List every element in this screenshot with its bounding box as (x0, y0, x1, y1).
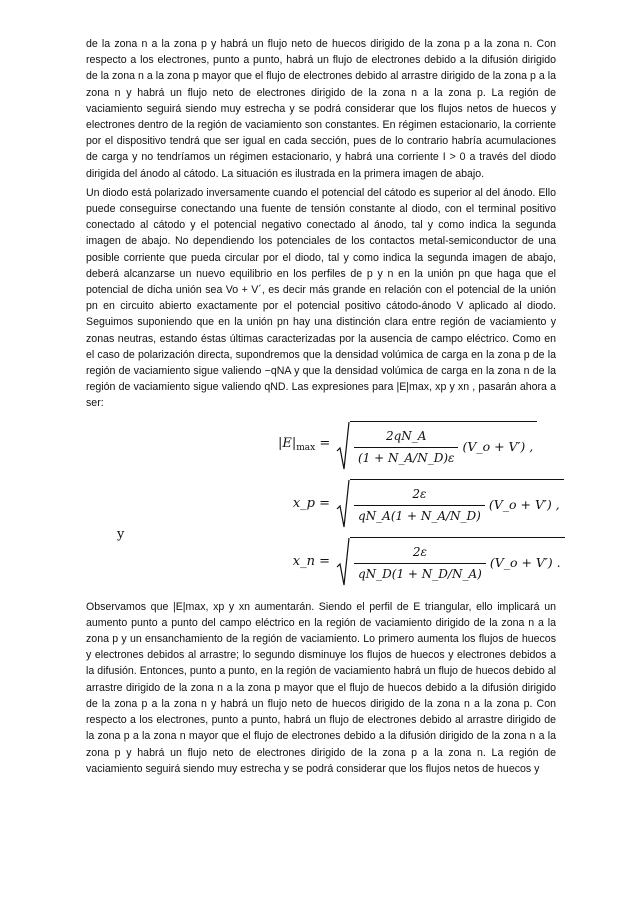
equation-emax-numerator: 2qN_A (385, 429, 427, 444)
equation-xp-lhs: x_p = (292, 495, 330, 511)
equation-xn-fraction (354, 544, 486, 581)
equation-xn-denominator: qN_D(1 + N_D/N_A) (354, 563, 486, 582)
paragraph-2-text: Un diodo está polarizado inversamente cuando el potencial del cátodo es superior al del ánodo. Ello puede conseguirse conectando una fuente de tensión constante al diodo, con el terminal positivo conectado al cátodo y el potencial negativo conectado al ánodo, tal y como indica la segunda imagen de abajo. No dependiendo los potenciales de los contactos metal-semiconductor de una posible corriente que pueda circular por el diodo, tal y como indica la segunda imagen de abajo, deberá alcanzarse un nuevo equilibrio en los perfiles de p y n en la unión pn que haga que el potencial de dicha unión sea Vo + V´, es decir más grande en relación con el potencial de la unión pn en circuito abierto exactamente por el potencial positivo cátodo-ánodo V aplicado al diodo. Seguimos suponiendo que en la unión pn hay una distinción clara entre región de vaciamiento y zonas neutras, estando éstas últimas caracterizadas por la ausencia de campo eléctrico. Como en el caso de polarización directa, supondremos que la densidad volúmica de carga en la zona p de la región de vaciamiento sigue valiendo −qNA y que la densidad volúmica de carga en la zona n de la región de vaciamiento sigue valiendo qND. Las expresiones para |E|max, xp y xn , pasarán ahora a ser: (86, 186, 556, 410)
sqrt-symbol (336, 479, 564, 529)
equation-xn (278, 537, 565, 587)
equation-xp-fraction (354, 486, 485, 523)
paragraph-1 (86, 36, 556, 182)
equation-xn-tail: (V_o + V′) . (489, 555, 561, 571)
equation-xp (278, 479, 564, 529)
equation-xp-tail: (V_o + V′) , (488, 497, 560, 513)
paragraph-3 (86, 599, 556, 777)
paragraph-2 (86, 185, 556, 412)
equation-xp-denominator: qN_A(1 + N_A/N_D) (354, 505, 485, 524)
sqrt-symbol (336, 537, 565, 587)
equation-xp-numerator: 2ε (412, 487, 427, 502)
conjunction-y: y (117, 526, 125, 542)
equation-emax-tail: (V_o + V′) , (462, 439, 534, 455)
equation-emax-lhs: $|E|_{max}$ = (278, 435, 331, 453)
equation-emax (278, 421, 537, 471)
equation-xn-numerator: 2ε (412, 545, 427, 560)
equation-emax-fraction (354, 428, 458, 465)
sqrt-symbol (336, 421, 537, 471)
document-page (86, 36, 561, 780)
equation-emax-denominator: (1 + N_A/N_D)ε (354, 447, 458, 466)
equation-block (86, 415, 561, 589)
paragraph-3-text: Observamos que |E|max, xp y xn aumentarán. Siendo el perfil de E triangular, ello implicará un aumento punto a punto del campo eléctrico en la región de vaciamiento dirigido de la zona n a la zona p y un ensanchamiento de la región de vaciamiento. Lo primero aumenta los flujos de huecos y electrones debidos al arrastre; lo segundo disminuye los flujos de huecos y electrones debidos a la difusión. Entonces, punto a punto, en la región de vaciamiento habrá un flujo de huecos debido al arrastre dirigido de la zona n a la zona p mayor que el flujo de huecos debido a la difusión dirigido de la zona p a la zona n y habrá un flujo neto de huecos dirigido de la zona n a la zona p. Con respecto a los electrones, punto a punto, habrá un flujo de electrones debido al arrastre dirigido de la zona p a la zona n mayor que el flujo de electrones debido a la difusión dirigido de la zona n a la zona p y habrá un flujo neto de electrones dirigido de la zona p a la zona n. La región de vaciamiento seguirá siendo muy estrecha y se podrá considerar que los flujos netos de huecos y (86, 600, 556, 775)
equation-xn-lhs: x_n = (292, 553, 330, 569)
paragraph-1-text: de la zona n a la zona p y habrá un flujo neto de huecos dirigido de la zona p a la zona n. Con respecto a los electrones, punto a punto, habrá un flujo de electrones debido a la difusión dirigido de la zona n a la zona p mayor que el flujo de electrones debido al arrastre dirigido de la zona p a la zona n y habrá un flujo neto de electrones dirigido de la zona n a la zona p. La región de vaciamiento seguirá siendo muy estrecha y se podrá considerar que los flujos netos de huecos y electrones dentro de la región de vaciamiento son constantes. En régimen estacionario, la corriente por el dispositivo tendrá que ser igual en cada sección, pues de lo contrario habría acumulaciones de carga y no tendríamos un régimen estacionario, y habrá una corriente I > 0 a través del diodo dirigida del ánodo al cátodo. La situación es ilustrada en la primera imagen de abajo. (86, 38, 556, 180)
